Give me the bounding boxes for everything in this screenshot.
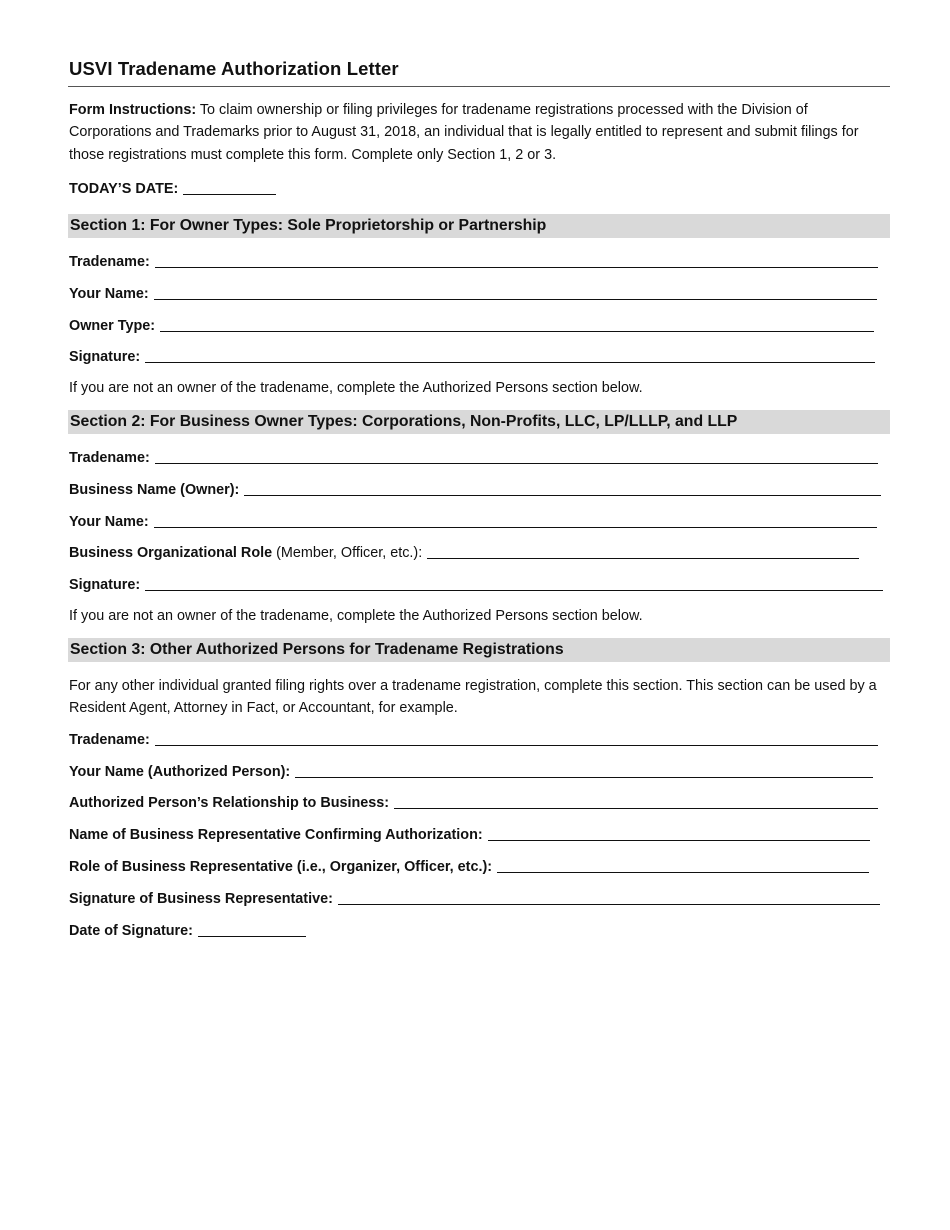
s3-rep-role-label: Role of Business Representative (i.e., Organizer, Officer, etc.): (69, 859, 493, 875)
instructions-text: To claim ownership or filing privileges for tradename registrations processed with the Division of Corporations and Trademarks prior to August 31, 2018, an individual that is legally entitled to represent and submit filings for those registrations must complete this form. Complete only Section 1, 2 or 3. (69, 102, 859, 163)
s1-tradename-field[interactable] (155, 255, 878, 268)
s2-note: If you are not an owner of the tradename, complete the Authorized Persons section below. (69, 608, 643, 624)
s1-your-name-label: Your Name: (69, 286, 149, 302)
s3-tradename-row (69, 731, 878, 748)
s2-business-name-row (69, 481, 881, 498)
s1-tradename-row (69, 253, 878, 270)
s1-owner-type-label: Owner Type: (69, 318, 156, 334)
s2-tradename-label: Tradename: (69, 450, 150, 466)
todays-date-label: TODAY’S DATE: (69, 181, 179, 197)
form-instructions (69, 99, 887, 166)
s3-rep-role-field[interactable] (497, 860, 869, 873)
todays-date-row (69, 180, 276, 197)
s3-rep-signature-row (69, 890, 880, 907)
s2-signature-label: Signature: (69, 577, 141, 593)
instructions-label: Form Instructions: (69, 102, 197, 118)
s3-rep-signature-label: Signature of Business Representative: (69, 891, 333, 907)
s2-org-role-hint: (Member, Officer, etc.): (272, 545, 423, 561)
s3-tradename-label: Tradename: (69, 732, 150, 748)
s2-business-name-label: Business Name (Owner): (69, 482, 240, 498)
s2-business-name-field[interactable] (244, 483, 881, 496)
s3-signature-date-field[interactable] (198, 924, 306, 937)
s2-your-name-field[interactable] (154, 515, 877, 528)
s3-tradename-field[interactable] (155, 733, 878, 746)
s1-note: If you are not an owner of the tradename, complete the Authorized Persons section below. (69, 380, 643, 396)
s3-rep-signature-field[interactable] (338, 892, 880, 905)
s3-intro: For any other individual granted filing rights over a tradename registration, complete this section. This section can be used by a Resident Agent, Attorney in Fact, or Accountant, for example. (69, 678, 877, 717)
s2-org-role-row (69, 544, 859, 561)
s3-rep-name-field[interactable] (488, 828, 870, 841)
s1-owner-type-row (69, 317, 874, 334)
s3-authorized-person-row (69, 763, 873, 780)
s3-authorized-person-label: Your Name (Authorized Person): (69, 764, 291, 780)
section2-header: Section 2: For Business Owner Types: Corporations, Non-Profits, LLC, LP/LLLP, and LLP (68, 410, 890, 434)
s3-rep-name-row (69, 826, 870, 843)
s2-org-role-label (69, 545, 422, 561)
s2-org-role-label-text: Business Organizational Role (69, 545, 273, 561)
section1-header: Section 1: For Owner Types: Sole Proprietorship or Partnership (68, 214, 890, 238)
title-divider (68, 86, 890, 87)
s3-authorized-person-field[interactable] (295, 765, 873, 778)
s3-relationship-label: Authorized Person’s Relationship to Business: (69, 795, 390, 811)
s2-signature-row (69, 576, 883, 593)
s1-signature-row (69, 348, 875, 365)
s1-your-name-row (69, 285, 877, 302)
form-title: USVI Tradename Authorization Letter (69, 58, 399, 79)
s2-your-name-label: Your Name: (69, 514, 149, 530)
s2-tradename-row (69, 449, 878, 466)
s3-signature-date-row (69, 922, 306, 939)
s3-rep-name-label: Name of Business Representative Confirming Authorization: (69, 827, 483, 843)
section3-header: Section 3: Other Authorized Persons for Tradename Registrations (68, 638, 890, 662)
s3-rep-role-row (69, 858, 869, 875)
s1-owner-type-field[interactable] (160, 319, 874, 332)
s3-signature-date-label: Date of Signature: (69, 923, 193, 939)
s3-relationship-field[interactable] (394, 796, 878, 809)
s1-your-name-field[interactable] (154, 287, 877, 300)
s1-signature-label: Signature: (69, 349, 141, 365)
s2-your-name-row (69, 513, 877, 530)
s1-tradename-label: Tradename: (69, 254, 150, 270)
s3-relationship-row (69, 794, 878, 811)
s2-tradename-field[interactable] (155, 451, 878, 464)
s2-signature-field[interactable] (145, 578, 883, 591)
todays-date-field[interactable] (183, 182, 276, 195)
s1-signature-field[interactable] (145, 350, 875, 363)
s2-org-role-field[interactable] (427, 546, 859, 559)
